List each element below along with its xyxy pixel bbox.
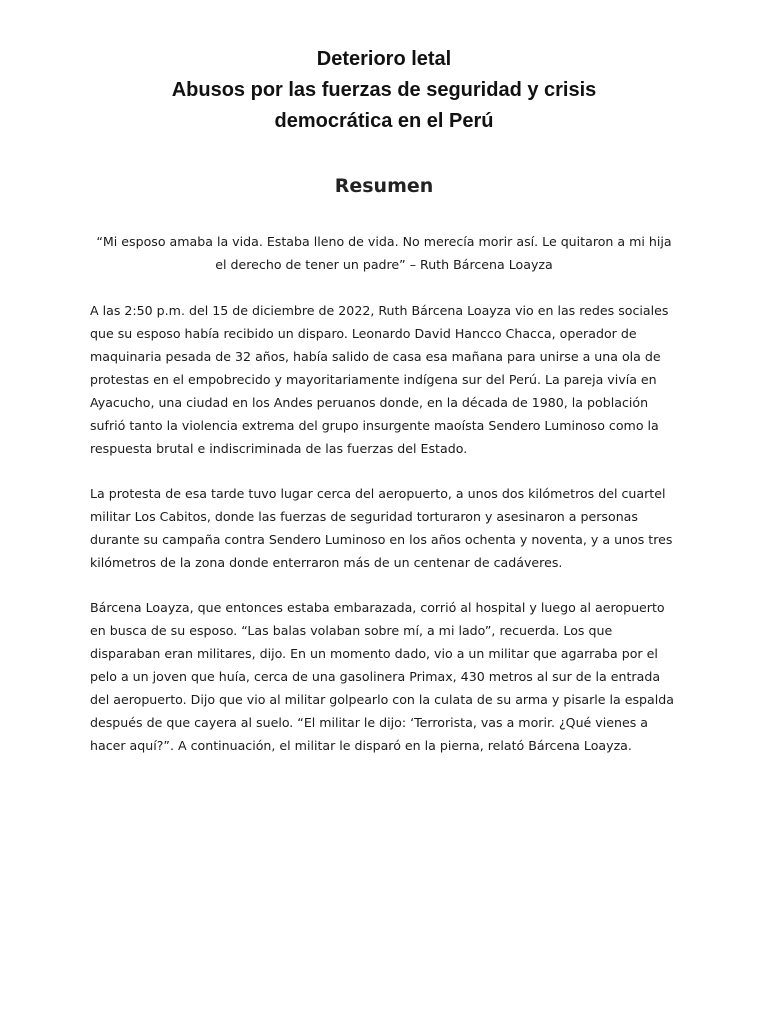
subtitle-line: Abusos por las fuerzas de seguridad y crisis	[171, 79, 597, 101]
body-paragraph: Bárcena Loayza, que entonces estaba embarazada, corrió al hospital y luego al aeropuerto en busca de su esposo. “Las balas volaban sobre mí, a mi lado”, recuerda. Los que disparaban eran militares, dijo. En un momento dado, vio a un militar que agarraba por el pelo a un joven que huía, cerca de una gasolinera Primax, 430 metros al sur de la entrada del aeropuerto. Dijo que vio al militar golpearlo con la culata de su arma y pisarle la espalda después de que cayera al suelo. “El militar le dijo: ‘Terrorista, vas a morir. ¿Qué vienes a hacer aquí?”. A continuación, el militar le disparó en la pierna, relató Bárcena Loayza.	[90, 600, 674, 753]
body-paragraph: La protesta de esa tarde tuvo lugar cerca del aeropuerto, a unos dos kilómetros del cuartel militar Los Cabitos, donde las fuerzas de seguridad torturaron y asesinaron a personas durante su campaña contra Sendero Luminoso en los años ochenta y noventa, y a unos tres kilómetros de la zona donde enterraron más de un centenar de cadáveres.	[90, 486, 673, 570]
section-heading: Resumen	[334, 175, 434, 197]
document-title	[90, 44, 678, 137]
epigraph-quote: “Mi esposo amaba la vida. Estaba lleno de vida. No merecía morir así. Le quitaron a mi hija el derecho de tener un padre” – Ruth Bárcena Loayza	[96, 234, 672, 272]
title-line: Deterioro letal	[316, 48, 452, 70]
body-paragraph: A las 2:50 p.m. del 15 de diciembre de 2022, Ruth Bárcena Loayza vio en las redes sociales que su esposo había recibido un disparo. Leonardo David Hancco Chacca, operador de maquinaria pesada de 32 años, había salido de casa esa mañana para unirse a una ola de protestas en el empobrecido y mayoritariamente indígena sur del Perú. La pareja vivía en Ayacucho, una ciudad en los Andes peruanos donde, en la década de 1980, la población sufrió tanto la violencia extrema del grupo insurgente maoísta Sendero Luminoso como la respuesta brutal e indiscriminada de las fuerzas del Estado.	[90, 303, 669, 456]
subtitle-line: democrática en el Perú	[274, 110, 494, 132]
